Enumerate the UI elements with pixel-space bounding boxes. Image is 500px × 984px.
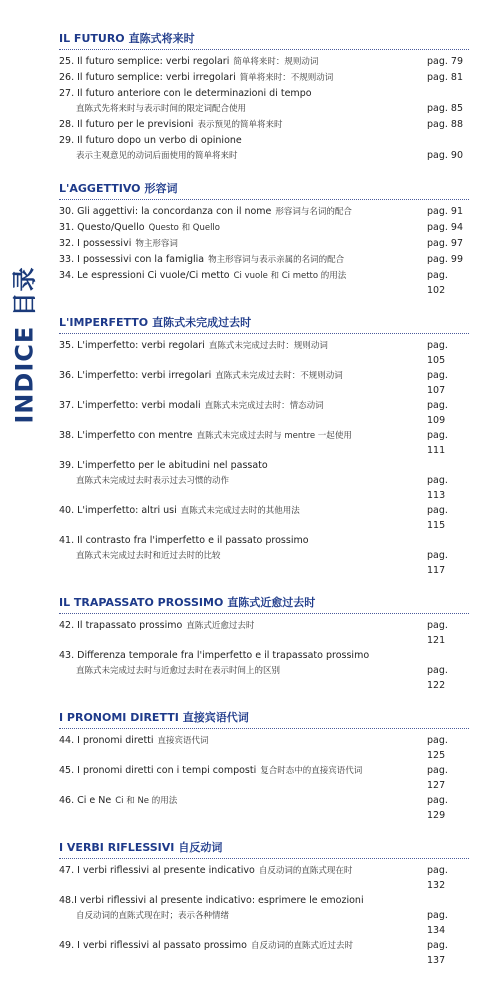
toc-entry[interactable] (59, 86, 469, 101)
entry-title-cn: 物主形容词 (135, 239, 178, 249)
toc-entry[interactable] (59, 938, 469, 968)
entry-text (59, 618, 427, 634)
section-title-cn: 直陈式将来时 (128, 32, 195, 45)
toc-entry[interactable] (59, 148, 469, 164)
toc-section (59, 30, 469, 164)
entry-text (59, 648, 427, 663)
section-title (59, 594, 469, 614)
side-label-text: INDICE 目录 (10, 266, 39, 424)
side-label (2, 250, 42, 440)
entry-title-it: 35. L'imperfetto: verbi regolari (59, 340, 205, 351)
entry-text: 表示主观意见的动词后面使用的简单将来时 (76, 151, 238, 161)
entry-text (59, 368, 427, 384)
entry-title-cn: 自反动词的直陈式近过去时 (250, 941, 353, 951)
toc-entry[interactable] (59, 236, 469, 252)
toc-entry[interactable] (59, 268, 469, 298)
entry-text (59, 938, 427, 954)
entry-text (59, 133, 427, 148)
entry-title-cn: 直陈式未完成过去时：情态动词 (204, 401, 324, 411)
entry-title-cn: 直陈式未完成过去时与 mentre 一起使用 (196, 431, 352, 441)
section-title (59, 839, 469, 859)
page-number: pag. 132 (427, 865, 448, 891)
toc-entry[interactable] (59, 618, 469, 648)
toc-entry[interactable] (59, 220, 469, 236)
section-title (59, 709, 469, 729)
entry-title-cn: Ci 和 Ne 的用法 (115, 796, 178, 806)
toc-entry[interactable] (59, 548, 469, 578)
toc-entry[interactable] (59, 763, 469, 793)
entry-title-cn: 物主形容词与表示亲属的名词的配合 (208, 255, 345, 265)
toc-section (59, 314, 469, 578)
entry-text (59, 54, 427, 70)
page-number: pag. 111 (427, 430, 448, 456)
entry-title-cn: 直陈式未完成过去时的其他用法 (180, 506, 300, 516)
toc-section (59, 709, 469, 823)
toc-entry[interactable] (59, 663, 469, 693)
toc-section (59, 839, 469, 968)
toc-entry[interactable] (59, 70, 469, 86)
page-number: pag. 107 (427, 370, 448, 396)
entry-text: 直陈式先将来时与表示时间的限定词配合使用 (76, 104, 247, 114)
page-number: pag. 88 (427, 119, 464, 130)
entry-text (59, 763, 427, 779)
toc-entry[interactable] (59, 117, 469, 133)
page-number: pag. 137 (427, 940, 448, 966)
entry-title-it: 45. I pronomi diretti con i tempi composti (59, 765, 257, 776)
section-title (59, 30, 469, 50)
entry-title-it: 41. Il contrasto fra l'imperfetto e il passato prossimo (59, 535, 309, 546)
toc-entry[interactable] (59, 133, 469, 148)
entry-text (59, 503, 427, 519)
entry-title-it: 36. L'imperfetto: verbi irregolari (59, 370, 212, 381)
entry-text (59, 458, 427, 473)
page-number: pag. 90 (427, 150, 464, 161)
toc-entry[interactable] (59, 338, 469, 368)
entry-title-it: 47. I verbi riflessivi al presente indicativo (59, 865, 255, 876)
entry-title-it: 42. Il trapassato prossimo (59, 620, 183, 631)
entry-title-it: 31. Questo/Quello (59, 222, 145, 233)
toc-entry[interactable] (59, 428, 469, 458)
entry-title-it: 29. Il futuro dopo un verbo di opinione (59, 135, 242, 146)
entry-text (59, 70, 427, 86)
toc-entry[interactable] (59, 473, 469, 503)
page-number: pag. 105 (427, 340, 448, 366)
section-title-it: IL TRAPASSATO PROSSIMO (59, 596, 224, 609)
toc-entry[interactable] (59, 368, 469, 398)
entry-text (59, 338, 427, 354)
entry-text (59, 252, 427, 268)
entry-title-it: 33. I possessivi con la famiglia (59, 254, 205, 265)
entry-title-it: 37. L'imperfetto: verbi modali (59, 400, 201, 411)
entry-title-it: 26. Il futuro semplice: verbi irregolari (59, 72, 236, 83)
page-number: pag. 117 (427, 550, 448, 576)
entry-text (59, 428, 427, 444)
entry-title-cn: Questo 和 Quello (148, 223, 220, 233)
entry-title-cn: Ci vuole 和 Ci metto 的用法 (233, 271, 347, 281)
entry-text: 自反动词的直陈式现在时；表示各种情绪 (76, 911, 230, 921)
page-number: pag. 125 (427, 735, 448, 761)
entry-title-it: 44. I pronomi diretti (59, 735, 154, 746)
entry-text (59, 533, 427, 548)
toc-section (59, 594, 469, 693)
toc-entry[interactable] (59, 252, 469, 268)
section-title-cn: 直接宾语代词 (182, 711, 249, 724)
toc-entry[interactable] (59, 863, 469, 893)
page-number: pag. 121 (427, 620, 448, 646)
section-title-cn: 直陈式近愈过去时 (227, 596, 316, 609)
section-title-cn: 形容词 (144, 182, 178, 195)
entry-title-cn: 复合时态中的直接宾语代词 (260, 766, 363, 776)
section-title (59, 180, 469, 200)
entry-title-cn: 直陈式近愈过去时 (186, 621, 255, 631)
section-title-it: I PRONOMI DIRETTI (59, 711, 179, 724)
entry-text (59, 220, 427, 236)
entry-title-it: 48.I verbi riflessivi al presente indicativo: esprimere le emozioni (59, 895, 364, 906)
entry-text (59, 398, 427, 414)
page-number: pag. 81 (427, 72, 464, 83)
entry-text (59, 268, 427, 284)
page-number: pag. 109 (427, 400, 448, 426)
entry-title-it: 38. L'imperfetto con mentre (59, 430, 193, 441)
entry-text: 直陈式未完成过去时和近过去时的比较 (76, 551, 221, 561)
entry-text (59, 204, 427, 220)
entry-title-cn: 简单将来时：不规则动词 (239, 73, 334, 83)
toc-entry[interactable] (59, 533, 469, 548)
entry-title-it: 28. Il futuro per le previsioni (59, 119, 194, 130)
entry-text (59, 236, 427, 252)
section-title-cn: 直陈式未完成过去时 (152, 316, 252, 329)
entry-title-it: 46. Ci e Ne (59, 795, 112, 806)
page-number: pag. 79 (427, 56, 464, 67)
entry-title-it: 34. Le espressioni Ci vuole/Ci metto (59, 270, 230, 281)
toc-entry[interactable] (59, 893, 469, 908)
entry-text: 直陈式未完成过去时表示过去习惯的动作 (76, 476, 230, 486)
page-number: pag. 115 (427, 505, 448, 531)
toc-section (59, 180, 469, 298)
toc-entry[interactable] (59, 54, 469, 70)
page-number: pag. 113 (427, 475, 448, 501)
page-number: pag. 134 (427, 910, 448, 936)
entry-title-it: 49. I verbi riflessivi al passato prossimo (59, 940, 247, 951)
toc-entry[interactable] (59, 101, 469, 117)
page-number: pag. 129 (427, 795, 448, 821)
entry-text: 直陈式未完成过去时与近愈过去时在表示时间上的区别 (76, 666, 281, 676)
page-number: pag. 91 (427, 206, 464, 217)
entry-title-it: 43. Differenza temporale fra l'imperfetto e il trapassato prossimo (59, 650, 370, 661)
section-title-it: I VERBI RIFLESSIVI (59, 841, 175, 854)
toc-entry[interactable] (59, 458, 469, 473)
page-number: pag. 99 (427, 254, 464, 265)
entry-text (59, 793, 427, 809)
page-number: pag. 122 (427, 665, 448, 691)
entry-title-it: 40. L'imperfetto: altri usi (59, 505, 177, 516)
entry-title-cn: 自反动词的直陈式现在时 (258, 866, 353, 876)
entry-title-it: 30. Gli aggettivi: la concordanza con il nome (59, 206, 272, 217)
toc-entry[interactable] (59, 204, 469, 220)
entry-title-cn: 简单将来时：规则动词 (233, 57, 319, 67)
section-title-it: IL FUTURO (59, 32, 125, 45)
toc-entry[interactable] (59, 503, 469, 533)
section-title-cn: 自反动词 (178, 841, 223, 854)
entry-text (59, 893, 427, 908)
entry-title-cn: 直接宾语代词 (157, 736, 209, 746)
entry-title-it: 27. Il futuro anteriore con le determinazioni di tempo (59, 88, 312, 99)
page-number: pag. 97 (427, 238, 464, 249)
toc-entry[interactable] (59, 398, 469, 428)
toc-entry[interactable] (59, 733, 469, 763)
entry-title-it: 39. L'imperfetto per le abitudini nel passato (59, 460, 268, 471)
entry-title-cn: 直陈式未完成过去时：不规则动词 (215, 371, 343, 381)
page-number: pag. 94 (427, 222, 464, 233)
toc-content (59, 30, 469, 984)
section-title-it: L'IMPERFETTO (59, 316, 149, 329)
entry-title-cn: 表示预见的简单将来时 (197, 120, 283, 130)
entry-title-it: 25. Il futuro semplice: verbi regolari (59, 56, 230, 67)
page-number: pag. 102 (427, 270, 448, 296)
entry-title-it: 32. I possessivi (59, 238, 132, 249)
section-title-it: L'AGGETTIVO (59, 182, 141, 195)
toc-entry[interactable] (59, 648, 469, 663)
section-title (59, 314, 469, 334)
entry-text (59, 117, 427, 133)
page-number: pag. 127 (427, 765, 448, 791)
toc-entry[interactable] (59, 793, 469, 823)
page-number: pag. 85 (427, 103, 464, 114)
entry-title-cn: 形容词与名词的配合 (275, 207, 352, 217)
entry-title-cn: 直陈式未完成过去时：规则动词 (208, 341, 328, 351)
entry-text (59, 863, 427, 879)
entry-text (59, 733, 427, 749)
entry-text (59, 86, 427, 101)
toc-entry[interactable] (59, 908, 469, 938)
